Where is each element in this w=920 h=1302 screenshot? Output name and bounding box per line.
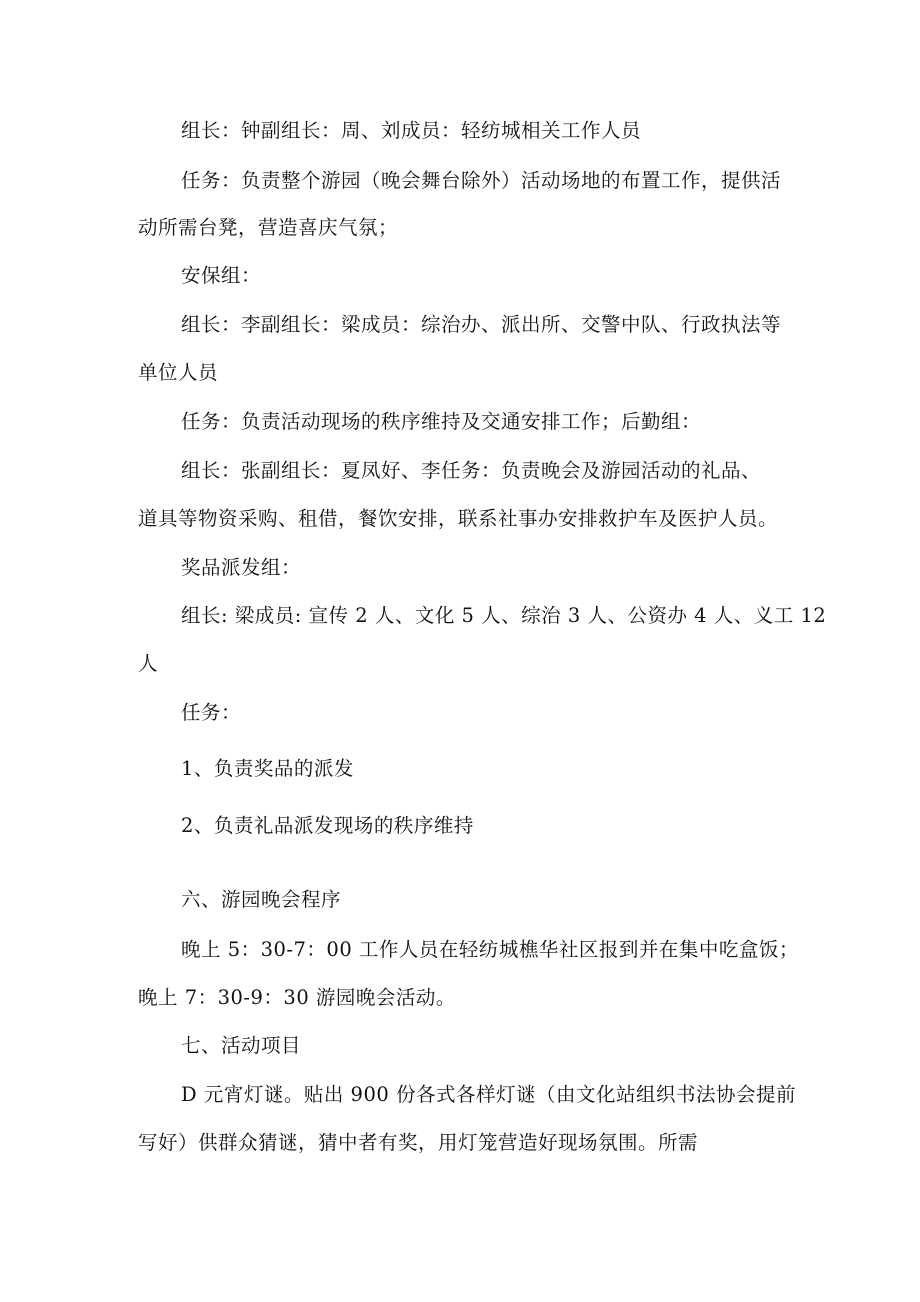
- paragraph-line-12: 任务：: [181, 701, 242, 724]
- paragraph-line-2: 动所需台凳，营造喜庆气氛；: [138, 216, 399, 239]
- paragraph-line-1: 任务：负责整个游园（晚会舞台除外）活动场地的布置工作，提供活: [181, 169, 782, 192]
- paragraph-line-7: 组长：张副组长：夏凤好、李任务：负责晚会及游园活动的礼品、: [181, 459, 762, 482]
- list-item-1: 1、负责奖品的派发: [181, 757, 354, 780]
- section-heading-activities: 七、活动项目: [181, 1034, 302, 1057]
- section-heading-program: 六、游园晚会程序: [181, 888, 342, 911]
- section-heading-security: 安保组：: [181, 264, 262, 287]
- list-item-2: 2、负责礼品派发现场的秩序维持: [181, 814, 474, 837]
- paragraph-line-20: 写好）供群众猜谜，猜中者有奖，用灯笼营造好现场氛围。所需: [138, 1131, 699, 1154]
- paragraph-line-4: 组长：李副组长：梁成员：综治办、派出所、交警中队、行政执法等: [181, 313, 782, 336]
- paragraph-line-6: 任务：负责活动现场的秩序维持及交通安排工作；后勤组：: [181, 410, 702, 433]
- paragraph-line-19: D 元宵灯谜。贴出 900 份各式各样灯谜（由文化站组织书法协会提前: [181, 1083, 796, 1106]
- paragraph-line-11: 人: [138, 652, 159, 675]
- paragraph-line-5: 单位人员: [138, 361, 219, 384]
- paragraph-line-17: 晚上 7：30-9：30 游园晚会活动。: [138, 986, 456, 1009]
- paragraph-line-16: 晚上 5：30-7：00 工作人员在轻纺城樵华社区报到并在集中吃盒饭；: [181, 938, 799, 961]
- paragraph-line-10: 组长: 梁成员: 宣传 2 人、文化 5 人、综治 3 人、公资办 4 人、义工 12: [181, 604, 827, 627]
- paragraph-line-0: 组长：钟副组长：周、刘成员：轻纺城相关工作人员: [181, 119, 642, 142]
- paragraph-line-8: 道具等物资采购、租借，餐饮安排，联系社事办安排救护车及医护人员。: [138, 507, 779, 530]
- section-heading-prizes: 奖品派发组：: [181, 556, 302, 579]
